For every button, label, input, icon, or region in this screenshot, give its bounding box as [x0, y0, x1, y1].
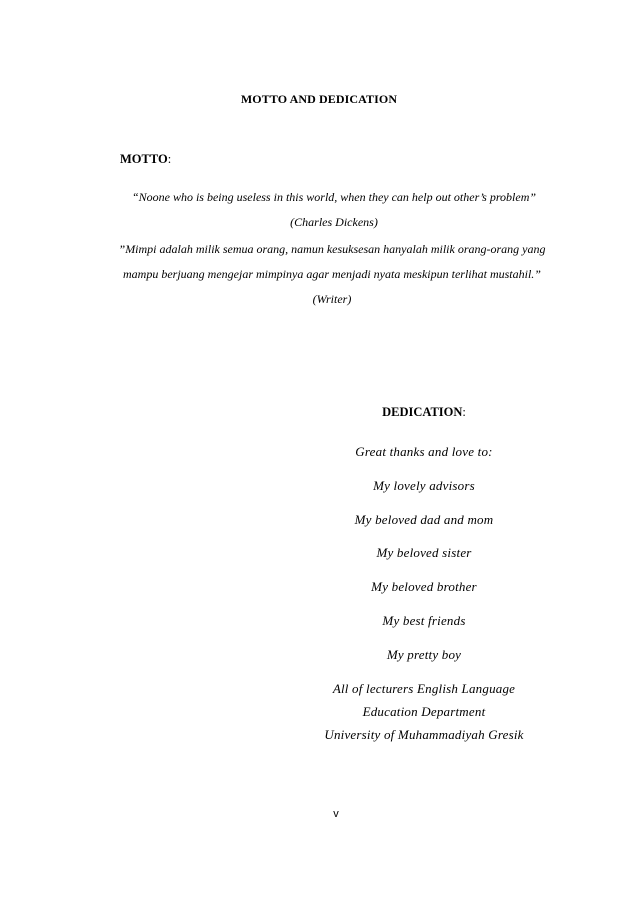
dedication-line: My lovely advisors [373, 478, 475, 493]
motto-quote-english: “Noone who is being useless in this world, when they can help out other’s problem” (Charles Dickens) [131, 190, 537, 229]
dedication-line: My beloved brother [371, 579, 477, 594]
dedication-line: University of Muhammadiyah Gresik [324, 727, 524, 742]
motto-quote-indonesian: ”Mimpi adalah milik semua orang, namun kesuksesan hanyalah milik orang-orang yang mampu berjuang mengejar mimpinya agar menjadi nyata meskipun terlihat mustahil.” (Writer) [118, 242, 546, 306]
dedication-line: Education Department [362, 704, 486, 719]
dedication-line: Great thanks and love to: [355, 444, 493, 459]
page-title: MOTTO AND DEDICATION [240, 92, 398, 106]
dedication-line: My beloved dad and mom [354, 512, 494, 527]
motto-heading [120, 152, 171, 167]
dedication-heading-label: DEDICATION [382, 405, 463, 419]
dedication-heading [330, 405, 518, 420]
dedication-line: My beloved sister [376, 545, 472, 560]
motto-heading-label: MOTTO [120, 152, 168, 166]
page-number: v [333, 808, 339, 820]
dedication-line: All of lecturers English Language [332, 681, 516, 696]
dedication-line: My best friends [382, 613, 466, 628]
dedication-heading-colon: : [462, 405, 466, 419]
dedication-line: My pretty boy [386, 647, 462, 662]
motto-heading-colon: : [167, 152, 172, 166]
